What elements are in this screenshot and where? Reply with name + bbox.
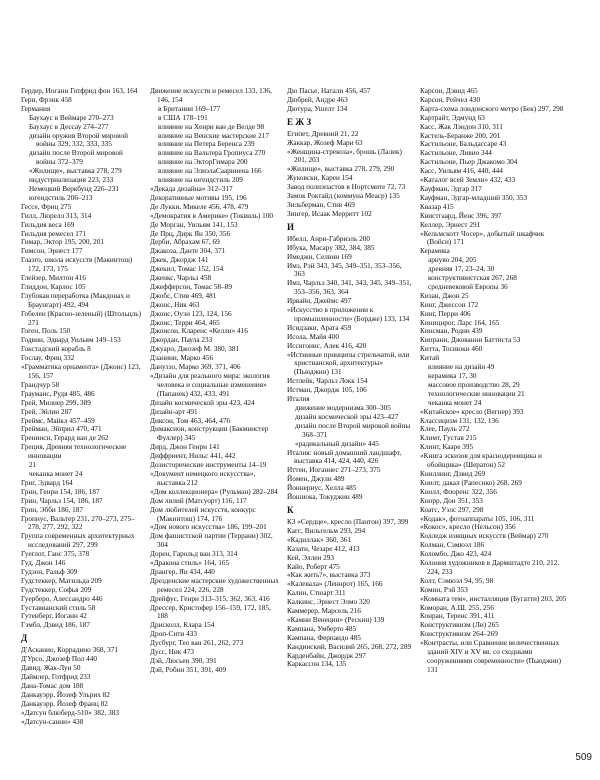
index-entry: Имз, Рэй 343, 345, 349–351, 353–356, 363 [287,261,402,279]
index-entry: Джонс, Ник 463 [150,300,200,309]
index-entry: Кауфман, Эдгар-младший 350, 353 [420,193,528,202]
index-entry: Карсон, Рейчел 430 [420,95,481,104]
index-entry: Граумаис, Рудя 485, 486 [21,389,95,398]
index-entry: Д'Асканио, Коррадино 368, 371 [21,646,118,655]
index-entry: Грин, Чарльз 154, 186, 187 [21,496,103,505]
index-entry: Кнолл, Флоренс 322, 356 [420,487,497,496]
index-entry: Глазго, школа искусств (Макинтош) 172, 173, 175 [21,256,133,274]
index-entry: Клинт, Кааре 395 [420,443,474,452]
index-entry: Карта-схема лондонского метро (Бек) 297, 298 [420,104,564,113]
index-entry: «Комната тем», инсталляция (Бугатти) 203, 205 [420,594,567,603]
index-entry: Клее, Пауль 272 [420,425,470,434]
index-entry: Йоннериус, Хелла 485 [287,484,357,493]
index-entry: дизайн после Второй мировой войны 372–379 [29,149,123,167]
index-entry: Греция, Древняя технологические инновации [21,443,127,461]
index-entry: Дозисторические инструменты 14–19 [150,461,267,470]
index-entry: Кизан, Джон 25 [420,291,469,300]
index-entry: Гуеглот, Ганс 375, 378 [21,550,90,559]
index-entry: Д'Урсо, Джозеф Пол 440 [21,655,97,664]
index-entry: «Кадиллак» 360, 361 [287,535,351,544]
index-entry: индустриализация 223, 233 [29,176,114,185]
index-entry: Густавианский стиль 58 [21,603,96,612]
index-entry: Калин, Стюарт 311 [287,589,346,598]
index-entry: Джефферсон, Томас 58–89 [150,282,232,291]
index-entry: Дирд, Джон Генри 141 [150,443,220,452]
index-entry: «Контрасты, или Сравнение величественных зданий XIV и XV вв. со сходными сооружениями современности» (Пьюджин) 131 [420,639,562,674]
index-entry: Де Лукки, Микеле 456, 478, 479 [150,202,249,211]
index-entry: древняя 17, 23–24, 30 [428,265,495,274]
index-letter-heading: И [287,221,295,232]
index-entry: Гэмбл, Дэвид 186, 187 [21,621,90,630]
index-entry: Китта, Тосиюки 460 [420,345,483,354]
index-entry: чеканка монет 24 [29,469,83,478]
index-entry: Завод полиэпастов в Нортсмите 72, 73 [287,183,406,192]
index-entry: Дрисколл, Клара 154 [150,621,215,630]
index-entry: Каркассон 134, 135 [287,660,347,669]
index-entry: Гимар, Эктор 195, 200, 201 [21,238,105,247]
index-entry: Дзанини, Марко 456 [150,354,214,363]
index-entry: влияние на Венские мастерские 217 [158,131,269,140]
index-entry: Дрейфус, Генри 313–315, 362, 363, 416 [150,594,270,603]
index-entry: Грин, Генри 154, 186, 187 [21,487,100,496]
index-entry: влияние на ЭлиэлаСааринена 166 [158,167,262,176]
index-entry: Гудзон, Ральф 309 [21,567,78,576]
index-entry: Дом любителей искусств, конкурс (Макинтош) 174, 176 [150,505,256,523]
index-entry: Кинг, Джессон 172 [420,300,479,309]
index-column-4 [420,87,570,757]
index-entry: Книллинг, Дэвид 269 [420,469,486,478]
index-entry: Гропиус, Вальтер 231, 270–273, 275–278, 277, 292, 322 [21,514,135,532]
index-entry: влияние на югендстиль 209 [158,176,243,185]
index-entry: Жуковски, Карен 154 [287,174,353,183]
index-entry: Немецкий Веркбунд 226–231 [29,184,120,193]
index-entry: «Дом нового искусства» 186, 199–201 [150,523,267,532]
index-entry: Дэй, Робин 351, 391, 409 [150,665,227,674]
index-entry: Гокстадский корабль 8 [21,345,91,354]
index-entry: чеканка монет 24 [428,398,482,407]
index-entry: Исола, Майя 400 [287,332,340,341]
index-entry: Григ, Эдвард 164 [21,478,73,487]
index-entry: Данкауэрр, Йозеф Ульрих 82 [21,690,110,699]
index-entry: средневековой Европы 36 [428,282,508,291]
index-entry: Дусбург, Тео ван 261, 262, 273 [150,639,244,648]
index-entry: Комин, Рэй 353 [420,585,468,594]
index-entry: Грей, Милнер 299, 389 [21,398,91,407]
index-entry: Колман, Сэмюэл 186 [420,541,485,550]
index-entry: Калкинс, Эрнест Элмо 320 [287,598,370,607]
index-entry: Гилл, Люрелл 313, 314 [21,211,92,220]
index-entry: Йомен, Джули 489 [287,475,345,484]
index-entry: Дрессер, Кристофер 156–159, 172, 185, 188 [150,603,271,621]
index-entry: Гобелен (Красно-зеленый) (Штольцль) 271 [21,309,141,327]
index-entry: Имеджн, Селвин 169 [287,252,352,261]
index-entry: Дю Пасье, Натали 456, 457 [287,87,371,95]
index-entry: Джонс, Терри 464, 465 [150,318,220,327]
index-entry: конструктивистская 267, 268 [428,274,517,283]
index-entry: Кастильоне, Пьер Джакомо 304 [420,158,518,167]
index-entry: арнуво 204, 205 [428,256,477,265]
index-entry: Дрезденские мастерские художественных ремесел 224, 226, 228 [150,576,279,594]
index-letter-heading: Е Ж З [287,116,312,127]
index-entry: Кауфман, Эдгар 317 [420,184,482,193]
index-entry: «Дом коллекционера» (Рульман) 282–284 [150,487,278,496]
index-entry: Карденбайн, Джордж 297 [287,651,366,660]
index-entry: Дрангер, Ян 434, 440 [150,567,215,576]
index-entry: Кастильоне, Бальдассаре 43 [420,140,507,149]
index-entry: «Кокос», кресло (Нельсон) 356 [420,523,516,532]
index-entry: дизайн космической эры 423–427 [295,412,399,421]
index-entry: «Камни Венеции» (Рескин) 139 [287,615,385,624]
index-entry: Декоративные мотивы 195, 196 [150,193,247,202]
index-entry: Карсон, Дэвид 465 [420,87,478,95]
index-entry: Гуерберо, Алессандро 446 [21,594,103,603]
index-entry: Годвин, Эдвард Уильям 149–153 [21,336,121,345]
index-entry: Группа современных архитектурных исследований 297, 299 [21,532,135,550]
index-entry: Дом фашистской партии (Террани) 302, 304 [150,532,273,550]
index-entry: Коатс, Уэлс 297, 298 [420,505,484,514]
index-entry: Германия [21,104,51,113]
index-entry: Касс, Уильям 416, 440, 444 [420,167,503,176]
index-entry: Дженкс, Чарльз 458 [150,274,212,283]
index-entry: Данкауэрр, Йозеф Франц 82 [21,699,108,708]
index-entry: Кайо, Роберт 475 [287,562,340,571]
index-entry: Де Морган, Уильям 141, 153 [150,220,238,229]
index-entry: «Китайское» кресло (Вегнер) 393 [420,407,524,416]
index-entry: Дана-Томас дом 188 [21,681,84,690]
index-entry: дизайн после Второй мировой войны 368–371 [295,421,411,439]
index-entry: Италия: новый домашний ландшафт, выставка 414, 424, 440, 426 [287,448,402,466]
index-entry: Конструктивизм (Ли) 265 [420,621,499,630]
index-entry: «Кельмскотт Чосер», добытый шкафчик (Войси) 171 [420,229,545,247]
index-entry: Грандчур 58 [21,380,60,389]
index-entry: Керамика [420,247,450,256]
index-entry: Кампана, Фернандо 485 [287,633,361,642]
index-entry: Классицизм 131, 132, 136 [420,416,499,425]
index-entry: Кинг, Перри 406 [420,309,471,318]
index-entry: Коморан, А.Ш. 255, 256 [420,603,494,612]
index-entry: Джонс, Оуэн 123, 124, 156 [150,309,232,318]
index-entry: «Дракона стиль» 164, 165 [150,559,230,568]
index-entry: Имз, Чарльз 340, 341, 343, 345, 349–351, 353–356, 363, 364 [287,279,412,297]
index-entry: Баухаус в Дессау 274–277 [29,122,109,131]
index-entry: «Датсун-санни» 438 [21,717,84,726]
index-entry: Кинсман, Родни 439 [420,327,483,336]
index-entry: югендстиль 206–213 [29,193,93,202]
index-entry: «Декада дизайна» 312–317 [150,184,233,193]
index-entry: Гудстеккер, Софья 209 [21,585,92,594]
index-entry: Зингер, Исаак Мерритт 102 [287,209,372,218]
index-entry: Гренинсн, Герард ван де 262 [21,434,109,443]
index-entry: Джордан, Паула 233 [150,336,213,345]
index-entry: в США 178–191 [158,113,208,122]
index-entry: Колт, Сэмюэл 94, 95, 98 [420,576,494,585]
index-entry: Гессе, Фриц 275 [21,202,72,211]
index-entry: Каммерер, Марсель 216 [287,607,361,616]
index-entry: Движение искусств и ремесел 133, 136, 146, 154 [150,87,272,104]
index-entry: «Кодак», фотоаппараты 105, 106, 311 [420,514,535,523]
index-entry: влияние на Петера Беренса 239 [158,140,255,149]
index-column-3 [287,87,413,757]
index-entry: Колледж изящных искусств (Веймар) 270 [420,532,549,541]
index-entry: Баухаус в Веймаре 270–273 [29,113,114,122]
index-entry: Истлейк, Чарльз Локк 154 [287,377,368,386]
index-entry: Кастильоне, Ливио 344 [420,149,492,158]
index-entry: Исидзаки, Арата 459 [287,323,352,332]
index-entry: Дусс, Ник 473 [150,648,194,657]
index-entry: Книлт, дакал (Рапеснко) 268, 269 [420,478,522,487]
index-entry: Гильдия ремесел 171 [21,229,87,238]
index-entry: Киницнрог, Ларс 164, 165 [420,318,500,327]
index-entry: влияние на Хенри ван де Велде 98 [158,122,265,131]
index-entry: Дом лилий (Матсуорт) 116, 117 [150,496,247,505]
index-entry: «радикальный дизайн» 445 [295,439,379,448]
index-entry: Квистгаард, Йенс 396, 397 [420,211,502,220]
page-number: 509 [575,752,592,763]
index-entry: Жаккар, Жозеф Мари 63 [287,138,363,147]
index-entry: Дизайн-арт 491 [150,407,198,416]
index-entry: 21 [29,461,37,470]
index-entry: Кандинский, Василий 265, 268, 272, 289 [287,642,412,651]
index-entry: Дизайн космической эры 423, 424 [150,398,255,407]
index-entry: «Каталог всей Земли» 432, 433 [420,176,516,185]
index-entry: Кипрани, Джованни Баттиста 53 [420,336,521,345]
index-entry: Гудстеккер, Матильда 209 [21,576,102,585]
index-entry: «Книга эскизов для краснодеревщика и обойщика» (Шератон) 52 [420,452,542,470]
index-entry: Джуаро, Джозеф М. 380, 381 [150,345,240,354]
index-entry: Диффриент, Нильс 441, 442 [150,452,236,461]
index-entry: Кей, Эллен 293 [287,553,334,562]
index-entry: Дюбрей, Андре 463 [287,95,348,104]
index-entry: Касс, Жак Лэндон 310, 311 [420,122,503,131]
index-column-1 [21,87,141,757]
index-entry: Джобс, Стив 469, 481 [150,291,217,300]
index-letter-heading: Д [21,633,28,644]
index-entry: «Грамматика орнамента» (Джонс) 123, 156, 157 [21,363,141,380]
index-entry: Кагс, Вильгельм 293, 294 [287,526,366,535]
index-entry: Квазар 415 [420,202,454,211]
index-entry: Джекил, Томас 152, 154 [150,265,224,274]
index-entry: Казати, Чезаре 412, 413 [287,544,360,553]
index-entry: Замок Роктайд (коммуна Меаср) 135 [287,192,400,201]
index-column-2 [150,87,280,757]
index-entry: Гуд, Джон 146 [21,559,66,568]
index-entry: Конструктивизм 264–269 [420,630,498,639]
index-entry: К3 «Сердце», кресло (Пантон) 397, 399 [287,517,409,526]
index-entry: дизайн оружия Второй мировой войны 329, 332, 333, 335 [29,131,129,149]
index-entry: влияние на Вальтера Гропиуса 270 [158,149,266,158]
index-entry: Джонсон, Кларенс «Келли» 416 [150,327,248,336]
index-entry: Кнорр, Дон 351, 353 [420,496,483,505]
index-entry: Иттен, Иоганнес 271–273, 375 [287,466,381,475]
index-entry: «Демократия в Америке» (Токвиль) 100 [150,211,274,220]
index-entry: Давид, Жак-Луи 50 [21,664,81,673]
index-entry: Дэй, Люсьен 390, 391 [150,657,217,665]
index-entry: массовое производство 28, 29 [428,380,520,389]
index-entry: Грин, Эбби 186, 187 [21,505,83,514]
index-entry: Зильберман, Стив 469 [287,200,355,209]
index-entry: Иссигонис, Алек 416, 420 [287,341,367,350]
index-entry: влияние на ЭкторГимара 200 [158,158,248,167]
index-entry: Гимсон, Эрнест 177 [21,247,83,256]
index-entry: Колония художников в Дармштадте 210, 212, 224, 233 [420,559,560,576]
index-entry: «Калевала» (Леннрот) 165, 166 [287,580,383,589]
index-entry: «Искусство в приложении к промышленности» (Бордже) 133, 134 [287,306,410,323]
index-entry: Гослау, Фриц 332 [21,354,75,363]
index-entry: «Жилище», выставка 278, 279, 290 [287,165,395,174]
index-entry: Дануззо, Марко 369, 371, 406 [150,363,241,372]
index-entry: «Женщина-стрекоза», брошь (Лалик) 201, 203 [287,147,402,165]
index-entry: «Как жить?», выставка 373 [287,571,371,580]
index-entry: «Датсун блюберд-510» 382, 383 [21,708,119,717]
index-entry: Греймс, Майкл 457–459 [21,416,95,425]
index-entry: Келлер, Эрнест 291 [420,220,481,229]
index-entry: Димаксион, конструкции (Бакминстер Фуллер) 345 [150,425,269,443]
index-entry: Глубокая переработка (Макдонах и Браунгарт) 492, 494 [21,291,130,309]
index-entry: Дютура, Ушелт 134 [287,104,348,113]
index-entry: Конран, Теренс 391, 411 [420,612,495,621]
index-entry: Гери, Фрэнк 458 [21,95,72,104]
index-entry: движение модернизма 300–305 [295,404,391,412]
index-entry: «Жилище», выставка 278, 279 [29,167,122,176]
index-entry: Италия [287,395,310,404]
index-entry: Гильдия веса 169 [21,220,75,229]
index-entry: Кастель-Беранже 200, 201 [420,131,501,140]
index-entry: «Истинные принципы стрельчатой, или христианской, архитектуры» (Пьюджин) 131 [287,350,410,377]
index-entry: Ибелл, Анри-Габриэль 200 [287,234,370,243]
index-entry: «Документ немецкого искусства», выставка 212 [150,469,256,487]
index-entry: в Британии 169–177 [158,104,221,113]
index-entry: Глиддон, Карлос 105 [21,282,86,291]
index-entry: Коломбо, Джо 423, 424 [420,550,492,559]
index-columns [0,87,600,757]
index-entry: Ирвайн, Джеймс 497 [287,297,352,306]
index-entry: Гердер, Иоганн Готфрид фон 163, 164 [21,87,138,95]
index-entry: Йошиока, Токуджин 489 [287,493,363,502]
index-entry: керамика 17, 30 [428,372,477,380]
index-entry: Дорен, Гарольд ван 313, 314 [150,550,238,559]
index-entry: Грей, Эйлин 287 [21,407,72,416]
index-entry: Египет, Древний 21, 22 [287,129,359,138]
index-entry: Кампана, Умберто 485 [287,624,357,633]
index-entry: Климт, Густав 215 [420,434,477,443]
index-entry: влияние на дизайн 49 [428,363,495,372]
index-letter-heading: К [287,504,294,515]
index-entry: Глейзер, Милтон 416 [21,274,86,283]
index-entry: Картрайт, Эдмунд 63 [420,113,485,122]
index-entry: Грейман, Эйприл 470, 471 [21,425,102,434]
index-entry: Дерби, Абрахам 67, 69 [150,238,220,247]
index-entry: Гоген, Поль 150 [21,327,71,336]
index-entry: Ибука, Масару 382, 384, 385 [287,243,375,252]
index-entry: «Дизайн для реального мира: экология человека и социальные изменения» (Папанек) 432, 433, 491 [150,372,270,398]
index-entry: Де Прц, Дирк Ян 350, 356 [150,229,231,238]
index-entry: Даймлер, Готфрид 233 [21,673,91,681]
index-entry: Дроп-Сити 433 [150,630,197,639]
index-entry: Гутенберг, Иоганн 42 [21,612,87,621]
index-entry: Джек, Джордж 141 [150,256,209,265]
index-entry: Китай [420,354,440,363]
index-entry: Диксон, Том 463, 464, 476 [150,416,231,425]
index-entry: Джакоза, Данте 304, 371 [150,247,226,256]
index-entry: Истман, Джордж 105, 106 [287,386,367,395]
index-entry: технологические инновации 21 [428,389,525,398]
